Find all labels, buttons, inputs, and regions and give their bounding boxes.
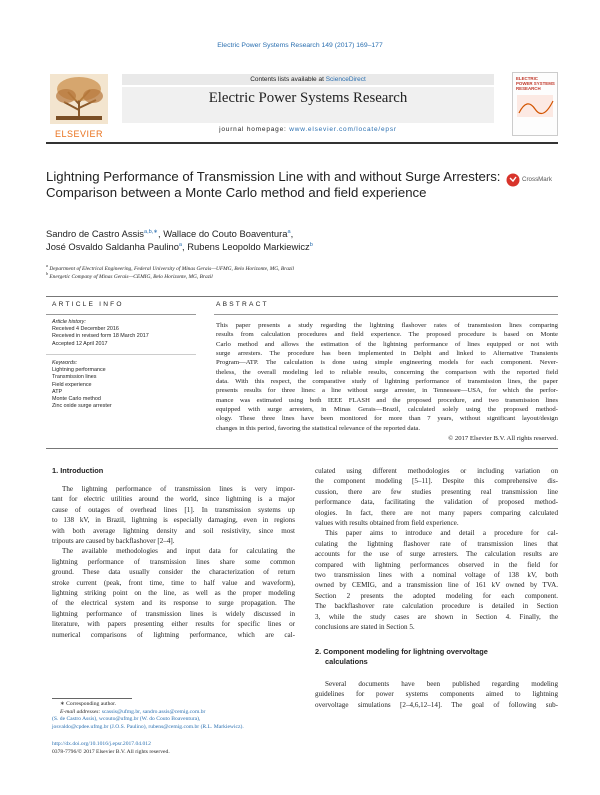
email-link[interactable]: scassis@ufmg.br, sandro.assis@cemig.com.br <box>101 708 206 715</box>
abstract-line: This paper presents a study regarding the lightning flashover rates of transmission lines comparing <box>216 322 558 329</box>
authors-line-1: Sandro de Castro Assis$^{a,b,∗}$, Wallace do Couto Boaventura$^a$, <box>46 228 294 239</box>
masthead <box>46 72 558 140</box>
body-line: lightning performance of transmission lines share some common <box>52 557 295 566</box>
abstract-line: mance was estimated using both IEEE FLASH and the proposed procedure, and two transmission lines <box>216 396 558 404</box>
authors-line-2: José Osvaldo Saldanha Paulino$^a$, Rubens Leopoldo Markiewicz$^b$ <box>46 241 313 252</box>
history-label: Article history: <box>52 319 86 325</box>
affiliation <box>46 270 213 281</box>
abstract-line: ology. These three lines have been monitored for more than 7 years, without significant layout/design <box>216 415 558 423</box>
corresponding-author: ∗ Corresponding author. <box>60 701 117 707</box>
abstract-heading: ABSTRACT <box>216 301 269 308</box>
affiliation-marker: a <box>46 263 48 268</box>
body-line: tant for electric utilities around the world, since lightning is a major <box>52 495 295 504</box>
history-rule <box>46 354 196 355</box>
body-line: numerical comparisons of lightning performance, which are cal- <box>52 630 295 639</box>
journal-citation[interactable]: Electric Power Systems Research 149 (2017) 169–177 <box>217 42 383 49</box>
author-affiliation-marker[interactable]: a <box>287 228 291 235</box>
body-line: cause of outages of overhead lines [1]. In transmission systems up <box>52 505 295 514</box>
contents-prefix: Contents lists available at <box>250 76 326 83</box>
body-line: lightning striking point on the line, as well as the proper modeling <box>52 589 295 598</box>
body-line: conclusions are stated in Section 5. <box>315 623 415 632</box>
info-right-rule <box>214 314 558 315</box>
keywords <box>52 360 112 410</box>
footer <box>52 741 352 757</box>
homepage-line <box>122 126 494 133</box>
crossmark-badge[interactable] <box>506 172 562 192</box>
body-line: The available methodologies and input data for calculating the <box>62 547 295 556</box>
abstract-end-rule <box>46 448 558 449</box>
abstract-line: Carlo method and allows the estimation of the lightning performance of lines equipped or not with <box>216 340 558 348</box>
body-line: guidelines for power systems components aimed to lightning <box>315 690 558 699</box>
journal-cover[interactable] <box>512 72 558 136</box>
keyword: Transmission lines <box>52 374 97 381</box>
homepage-prefix: journal homepage: <box>219 126 290 133</box>
section-2-text <box>315 679 558 710</box>
history-item: Accepted 12 April 2017 <box>52 340 108 347</box>
abstract-text <box>216 321 558 433</box>
abstract-line: theless, the overall modeling led to reliable results, concerning the comparison with the reported field <box>216 368 558 376</box>
body-line: The backflashover rate calculation procedure is detailed in Section <box>315 602 558 611</box>
body-line: overvoltage simulations [2–4,6,12–14]. The goal of following sub- <box>315 700 558 709</box>
abstract-line: equipped with surge arresters, in Minas Gerais—Brazil, calculated solely using the proposed method- <box>216 406 558 414</box>
author-affiliation-marker[interactable]: a <box>178 241 183 248</box>
email-link[interactable]: josvaldo@cpdee.ufmg.br (J.O.S. Paulino), rubens@cemig.com.br (R.L. Markiewicz). <box>52 723 244 730</box>
body-line: lightning performance of transmission lines is widely discussed in <box>52 609 295 618</box>
author-name: Wallace do Couto Boaventura <box>163 228 288 239</box>
abstract-line: data. With this respect, the comparative study of lightning performance of transmission lines, the paper <box>216 378 558 386</box>
history-item: Received in revised form 18 March 2017 <box>52 333 149 340</box>
author-name: José Osvaldo Saldanha Paulino <box>46 241 179 252</box>
article-history <box>52 319 149 348</box>
keywords-label: Keywords: <box>52 360 78 366</box>
history-item: Received 4 December 2016 <box>52 326 119 333</box>
body-line: two transmission lines with a nominal voltage of 138 kV, both <box>315 571 558 580</box>
footnotes <box>52 701 302 731</box>
body-line: performance data, facilitating the validation of proposed method- <box>315 498 558 507</box>
journal-band <box>122 72 494 136</box>
keyword: Lightning performance <box>52 367 106 374</box>
author-affiliation-marker[interactable]: b <box>309 241 313 248</box>
keyword: ATP <box>52 388 63 395</box>
affiliation-text: Energetic Company of Minas Gerais—CEMIG, Belo Horizonte, MG, Brazil <box>49 273 213 280</box>
article-title: Lightning Performance of Transmission Line with and without Surge Arresters: Comparison between a Monte Carlo method and field experience <box>46 169 501 201</box>
body-line: ground. These data usually consider the characterization of return <box>52 568 295 577</box>
body-line: culating the lightning flashover rate of transmission lines that <box>315 539 558 548</box>
author-affiliation-marker[interactable]: a,b,∗ <box>143 228 158 235</box>
right-column-text <box>315 466 558 633</box>
body-line: to 138 kV, in Brazil, lightning is especially damaging, even in regions <box>52 516 295 525</box>
article-info-heading: ARTICLE INFO <box>52 301 124 308</box>
sciencedirect-link[interactable]: ScienceDirect <box>325 76 366 83</box>
affiliation-marker: b <box>46 271 48 276</box>
body-line: ologies. In fact, there are not many papers comparing calculated <box>315 508 558 517</box>
info-rule <box>46 296 558 297</box>
body-line: culated using different methodologies or including variation on <box>315 467 558 475</box>
author-name: Sandro de Castro Assis <box>46 228 144 239</box>
body-line: accounts for the use of surge arresters. The calculation results are <box>315 550 558 559</box>
body-line: with both average lightning density and soil resistivity, since most <box>52 526 295 535</box>
crossmark-icon <box>506 172 520 188</box>
elsevier-logo <box>46 72 112 139</box>
abstract-line: Program—ATP. The calculation is done using simple engineering models for each component. Never- <box>216 359 558 367</box>
body-line: Section 2 presents the adopted modeling for each component. <box>315 591 558 600</box>
crossmark-label: CrossMark <box>522 176 552 183</box>
keyword: Zinc oxide surge arrester <box>52 403 112 410</box>
body-line: cussion, there are few studies presenting real transmission line <box>315 487 558 496</box>
body-line: The lightning performance of transmission lines is very impor- <box>62 485 295 493</box>
keyword: Field experience <box>52 381 92 388</box>
body-line: owned by CEMIG, and a transmission line of 161 kV owned by TVA. <box>315 581 558 590</box>
body-line: 3, while the study cases are shown in Section 4. Finally, the <box>315 612 558 621</box>
doi-link[interactable]: http://dx.doi.org/10.1016/j.epsr.2017.04.012 <box>52 741 151 747</box>
author-name: Rubens Leopoldo Markiewicz <box>187 241 310 252</box>
body-line: stroke current (peak, front time, time to half value and waveform), <box>52 578 295 587</box>
body-line: literature, with papers presenting either results for specific lines or <box>52 620 295 629</box>
homepage-link[interactable]: www.elsevier.com/locate/epsr <box>289 126 397 133</box>
body-line: compared with lightning performances observed in the field for <box>315 560 558 569</box>
body-line: the component modeling [5–11]. Despite this comprehensive dis- <box>315 477 558 486</box>
info-left-rule <box>46 314 196 315</box>
section-2-heading-line: 2. Component modeling for lightning overvoltage <box>315 647 488 656</box>
section-2-heading-line: calculations <box>325 657 368 666</box>
issn-line: 0378-7796/© 2017 Elsevier B.V. All rights reserved. <box>52 748 170 755</box>
masthead-rule <box>46 142 558 144</box>
email-label: E-mail addresses: <box>60 708 101 715</box>
body-line: tripouts are caused by backflashover [2–4]. <box>52 537 175 546</box>
abstract-line: results from calculation procedures and field experience. The proposed procedure is based on Monte <box>216 331 558 339</box>
cover-art-icon <box>513 91 557 123</box>
affiliation-text: Department of Electrical Engineering, Federal University of Minas Gerais—UFMG, Belo Horizonte, MG, Brazil <box>49 265 294 272</box>
abstract-copyright: © 2017 Elsevier B.V. All rights reserved. <box>448 435 558 442</box>
section-1-heading: 1. Introduction <box>52 466 104 475</box>
journal-title[interactable]: Electric Power Systems Research <box>208 90 408 106</box>
section-2-heading <box>315 647 558 667</box>
footnote-rule <box>52 698 132 699</box>
body-line: values with results obtained from field experience. <box>315 519 459 528</box>
body-line: This paper aims to introduce and detail a procedure for cal- <box>325 529 558 538</box>
body-line: of the electrical system and its response to surge propagation. The <box>52 599 295 608</box>
left-column-text <box>52 484 295 640</box>
cover-title: ELECTRIC POWER SYSTEMS RESEARCH <box>516 76 555 91</box>
abstract-line: changes in this period, favoring the statistical relevance of the reported data. <box>216 424 421 432</box>
email-link[interactable]: (S. de Castro Assis), wcouto@ufmg.br (W. do Couto Boaventura), <box>52 716 201 723</box>
publisher-name: ELSEVIER <box>54 129 104 139</box>
abstract-line: surge arresters. The procedure has been implemented in Delphi and linked to Alternative Transients <box>216 350 558 358</box>
abstract-line: presents results for three lines: a line without surge arrester, in Tennessee—USA, for which the perfor- <box>216 387 558 395</box>
keyword: Monte Carlo method <box>52 396 101 403</box>
contents-line <box>122 74 494 85</box>
body-line: Several documents have been published regarding modeling <box>325 680 558 688</box>
